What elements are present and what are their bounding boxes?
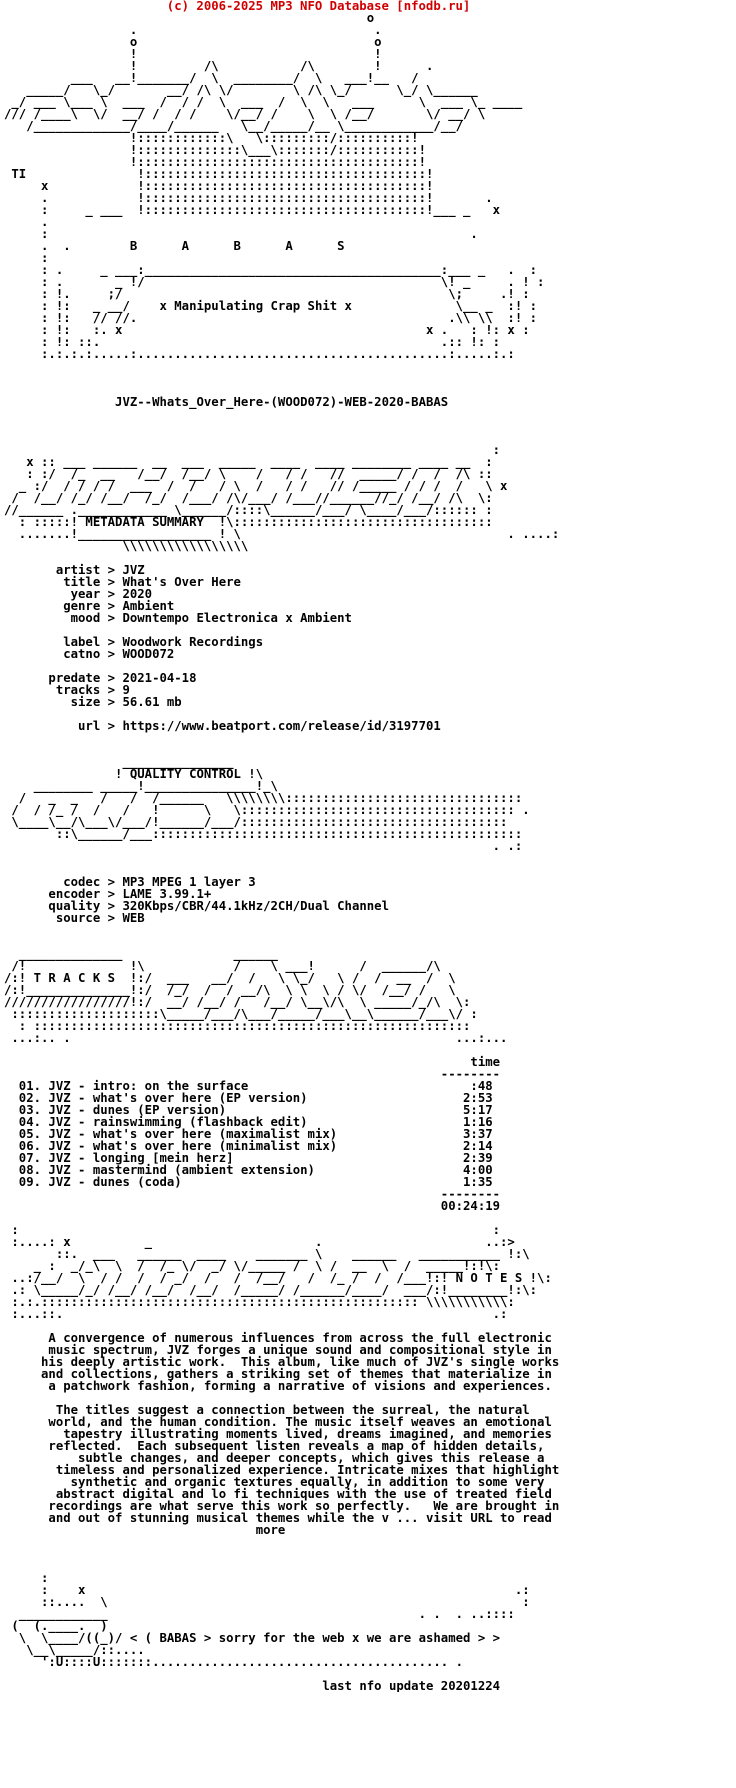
nfo-line: The titles suggest a connection between the surreal, the natural: [4, 1403, 530, 1417]
nfo-line: / /__/ /_/ /__/ /_/ /___/ /\/___/ /___//______//_/ /__/ /\ \:: [4, 491, 493, 505]
nfo-line: ::\______/___::::::::::::::::::::::::::::::::::::::::::::::::::: [4, 827, 523, 841]
nfo-line: [4, 372, 732, 384]
nfo-line: codec > MP3 MPEG 1 layer 3: [4, 875, 256, 889]
nfo-line: //______ .____________ \______/::::\______/___/ \____/___/:::::: :: [4, 503, 493, 517]
nfo-line: and collections, gathers a striking set of themes that materialize in: [4, 1367, 552, 1381]
nfo-line: ..:/__/ \ / / / / _/ / / /__/ / /_ / / /___!:! N O T E S !\:: [4, 1271, 552, 1285]
nfo-line: : :/ /_ __ /__/ /__/ \ / / / // _____/ / / /\ ::: [4, 467, 493, 481]
nfo-line: A convergence of numerous influences from across the full electronic: [4, 1331, 552, 1345]
nfo-line: ! !: [4, 47, 382, 61]
nfo-line: / _ _ / / /______ \\\\\\\\::::::::::::::::::::::::::::::::: [4, 791, 523, 805]
nfo-line: ! /\ /\ ! .: [4, 59, 434, 73]
nfo-line: 08. JVZ - mastermind (ambient extension) 4:00: [4, 1163, 493, 1177]
nfo-line: quality > 320Kbps/CBR/44.1kHz/2CH/Dual Channel: [4, 899, 389, 913]
nfo-line: : :::::! METADATA SUMMARY !\:::::::::::::::::::::::::::::::::::: [4, 515, 493, 529]
nfo-line: JVZ--Whats_Over_Here-(WOOD072)-WEB-2020-BABAS: [4, 395, 449, 409]
nfo-line: ::. ___ ______ ____ _______ \ ______ ___________ !:\: [4, 1247, 530, 1261]
nfo-line: artist > JVZ: [4, 563, 145, 577]
nfo-line: :.:.:.:.....:..........................................:.....:.:: [4, 347, 515, 361]
nfo-line: [4, 852, 732, 864]
nfo-line: synthetic and organic textures equally, in addition to some very: [4, 1475, 545, 1489]
nfo-line: : . _ !/ \! _ . ! :: [4, 275, 545, 289]
nfo-line: [4, 360, 732, 372]
nfo-line: tracks > 9: [4, 683, 130, 697]
nfo-line: !::::::::::::\ \:::::::::/::::::::::!: [4, 131, 419, 145]
nfo-line: : !: :. x x . : !: x :: [4, 323, 530, 337]
nfo-line: --------: [4, 1187, 501, 1201]
nfo-line: 07. JVZ - longing [mein herz] 2:39: [4, 1151, 493, 1165]
nfo-line: [4, 732, 732, 744]
nfo-line: TI !::::::::::::::::::::::::::::::::::::::!: [4, 167, 434, 181]
nfo-line: : !: _ __/ x Manipulating Crap Shit x \__ _ :! :: [4, 299, 538, 313]
nfo-line: 03. JVZ - dunes (EP version) 5:17: [4, 1103, 493, 1117]
nfo-line: . . B A B A S: [4, 239, 345, 253]
nfo-line: _/ ___ \___ \ ___ / / / \ ___ / \ \ ___ \ ___ \_ ____: [4, 95, 523, 109]
nfo-line: : !. ;/ \; .! :: [4, 287, 530, 301]
nfo-line: ...:.. . ...:...: [4, 1031, 508, 1045]
nfo-line: 00:24:19: [4, 1199, 501, 1213]
nfo-line: : .: [4, 227, 478, 241]
nfo-line: ________ _____!_______________!_\: [4, 779, 278, 793]
nfo-line: 05. JVZ - what's over here (maximalist mix) 3:37: [4, 1127, 493, 1141]
nfo-line: time: [4, 1055, 501, 1069]
nfo-line: music spectrum, JVZ forges a unique sound and compositional style in: [4, 1343, 552, 1357]
nfo-line: .......!__________________ ! \ . ....:: [4, 527, 560, 541]
nfo-line: recordings are what serve this work so perfectly. We are brought in: [4, 1499, 560, 1513]
nfo-line: : x .:: [4, 1583, 530, 1597]
nfo-line: ::::::::::::::::::::\_____/___/\___/_____/___\__\______/___\/ :: [4, 1007, 478, 1021]
nfo-line: : _ ___ !::::::::::::::::::::::::::::::::::::::!___ _ x: [4, 203, 501, 217]
nfo-line: abstract digital and lo fi techniques with the use of treated field: [4, 1487, 552, 1501]
nfo-line: : :::::::::::::::::::::::::::::::::::::::::::::::::::::::::::: [4, 1019, 471, 1033]
nfo-line: timeless and personalized experience. Intricate mixes that highlight: [4, 1463, 560, 1477]
nfo-line: last nfo update 20201224: [4, 1679, 501, 1692]
nfo-line: 06. JVZ - what's over here (minimalist mix) 2:14: [4, 1139, 493, 1153]
nfo-line: \ \____/((_)/ < ( BABAS > sorry for the web x we are ashamed > >: [4, 1631, 501, 1645]
nfo-line: _______________: [4, 755, 234, 769]
nfo-line: !::::::::::::::\___\:::::::/:::::::::::!: [4, 143, 426, 157]
nfo-line: ____________ . . . ..::::: [4, 1607, 515, 1621]
nfo-line: more: [4, 1523, 286, 1537]
nfo-line: url > https://www.beatport.com/release/id/3197701: [4, 719, 441, 733]
nfo-line: [4, 924, 732, 936]
nfo-line: [4, 1560, 732, 1572]
nfo-line: subtle changes, and deeper concepts, which gives this release a: [4, 1451, 545, 1465]
nfo-line: o o: [4, 35, 382, 49]
nfo-document: [4, 0, 732, 1692]
nfo-line: [4, 408, 732, 420]
nfo-line: x :: ___ ______ __ ___ _____ ____ ____ ________ ____ __ :: [4, 455, 493, 469]
nfo-line: _ :/ / / / / ___ / / / \ / / / // /_____ / / / / \ x: [4, 479, 508, 493]
nfo-line: /:! T R A C K S !:/ ___ __/ / \ \_/ \ / / __ / \: [4, 971, 456, 985]
nfo-line: ( (.____. ): [4, 1619, 108, 1633]
nfo-line: ! QUALITY CONTROL !\: [4, 767, 264, 781]
nfo-line: year > 2020: [4, 587, 153, 601]
nfo-line: :: [4, 443, 501, 457]
nfo-line: :....: x _ . ..:>: [4, 1235, 515, 1249]
nfo-line: 09. JVZ - dunes (coda) 1:35: [4, 1175, 493, 1189]
nfo-line: mood > Downtempo Electronica x Ambient: [4, 611, 352, 625]
nfo-line: a patchwork fashion, forming a narrative of visions and experiences.: [4, 1379, 552, 1393]
nfo-line: /:!______________!:/ /_/ / / __/\ \ \ \ / \/ /__/ / \: [4, 983, 456, 997]
nfo-line: his deeply artistic work. This album, like much of JVZ's single works: [4, 1355, 560, 1369]
nfo-line: 02. JVZ - what's over here (EP version) 2:53: [4, 1091, 493, 1105]
nfo-line: 04. JVZ - rainswimming (flashback edit) 1:16: [4, 1115, 493, 1129]
nfo-line: _____/ \_/ __/ /\ \/ \ /\ \_/ \_/ \______: [4, 83, 478, 97]
nfo-line: ::.... \ :: [4, 1595, 530, 1609]
nfo-line: /_____________/____/______ \__/_____/__ \____________/__/: [4, 119, 464, 133]
nfo-line: source > WEB: [4, 911, 145, 925]
nfo-line: : . _ ___:________________________________________:___ _ . :: [4, 263, 538, 277]
nfo-line: ___ __!_______/ \ ________/ \ ___!__ /: [4, 71, 419, 85]
nfo-line: tapestry illustrating moments lived, dreams imagined, and memories: [4, 1427, 552, 1441]
nfo-line: reflected. Each subsequent listen reveals a map of hidden details,: [4, 1439, 545, 1453]
nfo-line: title > What's Over Here: [4, 575, 241, 589]
nfo-line: \____\__/\___\/___/!______/___/::::::::::::::::::::::::::::::::::::: [4, 815, 508, 829]
nfo-line: : :: [4, 1223, 501, 1237]
nfo-line: .: [4, 215, 49, 229]
nfo-line: .: \_____/_/ /__/ /__/ /__/ /_____/ /______/____/ ___/:!________!:\:: [4, 1283, 538, 1297]
nfo-line: ':U::::U:::::::........................................ .: [4, 1655, 464, 1669]
nfo-line: size > 56.61 mb: [4, 695, 182, 709]
nfo-line: /! !\ / \ ___! / ______/\: [4, 959, 441, 973]
nfo-line: \__\_____/::....: [4, 1643, 145, 1657]
nfo-line: encoder > LAME 3.99.1+: [4, 887, 212, 901]
nfo-line: : !: // //. .\\ \\ :! :: [4, 311, 538, 325]
nfo-line: / / /_ / / / ! \ \::::::::::::::::::::::::::::::::::::: .: [4, 803, 530, 817]
nfo-line: _ : _/_\ \ / /_ \/ _/ \/_____ / \ / __ \ / _____!:!\:: [4, 1259, 501, 1273]
nfo-line: x !::::::::::::::::::::::::::::::::::::::!: [4, 179, 434, 193]
nfo-line: [4, 1548, 732, 1560]
nfo-line: \\\\\\\\\\\\\\\\\: [4, 539, 249, 553]
nfo-line: 01. JVZ - intro: on the surface :48: [4, 1079, 493, 1093]
nfo-line: ______________ ______: [4, 947, 278, 961]
nfo-line: world, and the human condition. The music itself weaves an emotional: [4, 1415, 552, 1429]
nfo-line: :: [4, 251, 49, 265]
nfo-line: . !::::::::::::::::::::::::::::::::::::::! .: [4, 191, 493, 205]
nfo-line: /// /____\ \/ __/ / / / \/__/ / \ \ /__/ \/ __/ \: [4, 107, 486, 121]
nfo-line: : !: ::. .:: !: :: [4, 335, 501, 349]
nfo-line: /////////////////!:/ __/ /__/ / /__/ \__\/\ \ _____/_/\ \:: [4, 995, 471, 1009]
nfo-line: catno > WOOD072: [4, 647, 175, 661]
nfo-line: [4, 420, 732, 432]
nfo-line: !::::::::::::::::::::::::::::::::::::::!: [4, 155, 426, 169]
nfo-line: label > Woodwork Recordings: [4, 635, 264, 649]
nfo-line: and out of stunning musical themes while the v ... visit URL to read: [4, 1511, 552, 1525]
nfo-line: :...::. .:: [4, 1307, 508, 1321]
header-credit-link[interactable]: (c) 2006-2025 MP3 NFO Database [nfodb.ru]: [166, 0, 471, 13]
nfo-line: . .: [4, 23, 382, 37]
nfo-line: genre > Ambient: [4, 599, 175, 613]
nfo-line: :.:.::::::::::::::::::::::::::::::::::::::::::::::::::: \\\\\\\\\\\:: [4, 1295, 515, 1309]
nfo-line: o: [4, 11, 375, 25]
nfo-line: --------: [4, 1067, 501, 1081]
nfo-line: predate > 2021-04-18: [4, 671, 197, 685]
nfo-line: . .:: [4, 839, 523, 853]
nfo-line: :: [4, 1571, 49, 1585]
nfo-line: [4, 1536, 732, 1548]
